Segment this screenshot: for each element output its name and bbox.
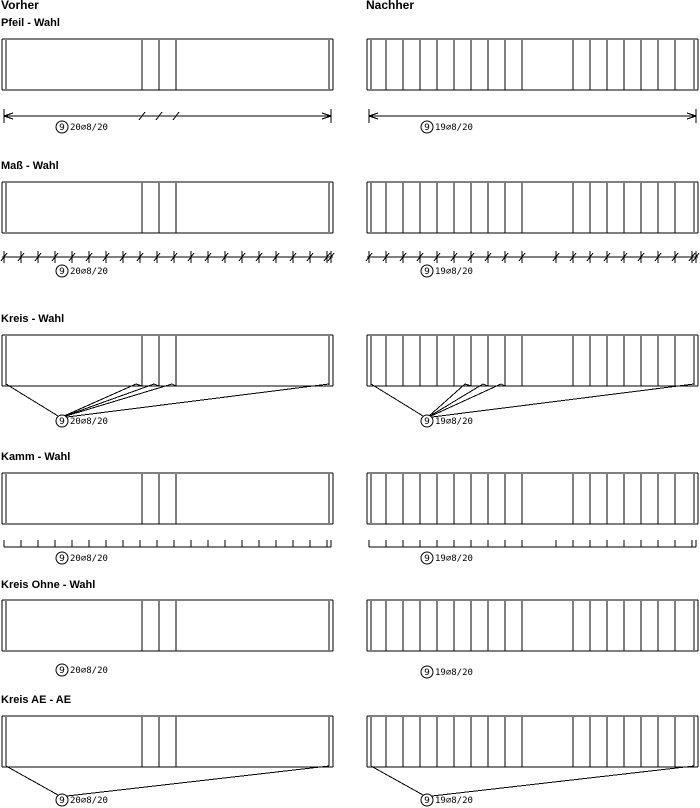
position-number: 9	[59, 123, 65, 133]
section-title-circle-ends: Kreis AE - AE	[1, 694, 72, 706]
position-number: 9	[424, 123, 430, 133]
leader-line	[431, 384, 501, 416]
position-number: 9	[59, 417, 65, 427]
position-number: 9	[59, 796, 65, 806]
position-number: 9	[424, 668, 430, 678]
leader-line	[6, 766, 58, 795]
circle-section-after	[367, 335, 698, 427]
circle-ends-section-before	[2, 716, 333, 806]
rebar-spec-text: 19⌀8/20	[435, 267, 473, 277]
position-number: 9	[59, 554, 65, 564]
rebar-spec-text: 19⌀8/20	[435, 417, 473, 427]
rebar-spec-text: 20⌀8/20	[70, 554, 108, 564]
position-label	[421, 666, 473, 678]
circle-ends-section-after	[367, 716, 698, 806]
position-number: 9	[424, 417, 430, 427]
leader-line	[6, 384, 58, 416]
comb-section-after	[367, 473, 698, 564]
leader-line	[371, 384, 423, 416]
leader-line	[67, 766, 329, 796]
leader-line	[429, 384, 465, 416]
position-label	[421, 794, 473, 806]
leader-line	[66, 384, 172, 416]
leader-line	[67, 384, 329, 417]
circle-section-before	[2, 335, 333, 427]
position-label	[56, 121, 108, 133]
none-section-after	[367, 600, 698, 678]
arrow-section-before	[2, 39, 333, 133]
rebar-spec-text: 19⌀8/20	[435, 668, 473, 678]
section-title-none: Kreis Ohne - Wahl	[1, 579, 96, 591]
leader-line	[64, 384, 136, 416]
rebar-spec-text: 19⌀8/20	[435, 796, 473, 806]
position-label	[56, 265, 108, 277]
rebar-spec-text: 20⌀8/20	[70, 123, 108, 133]
comb-section-before	[2, 473, 333, 564]
rebar-spec-text: 20⌀8/20	[70, 796, 108, 806]
position-label	[421, 121, 473, 133]
none-section-before	[2, 600, 333, 676]
rebar-spec-text: 20⌀8/20	[70, 267, 108, 277]
rebar-spec-text: 19⌀8/20	[435, 554, 473, 564]
position-number: 9	[424, 267, 430, 277]
leader-line	[371, 766, 423, 795]
arrow-section-after	[367, 39, 698, 133]
position-label	[421, 415, 473, 427]
position-number: 9	[59, 267, 65, 277]
section-title-dimension: Maß - Wahl	[1, 160, 59, 172]
position-label	[56, 415, 108, 427]
rebar-spec-text: 20⌀8/20	[70, 666, 108, 676]
section-title-arrow: Pfeil - Wahl	[1, 17, 60, 29]
dimension-section-before	[1, 182, 334, 277]
header-before: Vorher	[1, 0, 39, 12]
rebar-spec-text: 19⌀8/20	[435, 123, 473, 133]
leader-line	[432, 384, 694, 417]
leader-line	[432, 766, 694, 796]
position-label	[421, 552, 473, 564]
section-title-comb: Kamm - Wahl	[1, 451, 71, 463]
position-label	[56, 664, 108, 676]
section-title-circle: Kreis - Wahl	[1, 313, 65, 325]
position-label	[56, 794, 108, 806]
header-after: Nachher	[366, 0, 415, 12]
position-label	[421, 265, 473, 277]
rebar-spec-text: 20⌀8/20	[70, 417, 108, 427]
position-label	[56, 552, 108, 564]
position-number: 9	[424, 796, 430, 806]
dimension-section-after	[366, 182, 699, 277]
position-number: 9	[424, 554, 430, 564]
position-number: 9	[59, 666, 65, 676]
